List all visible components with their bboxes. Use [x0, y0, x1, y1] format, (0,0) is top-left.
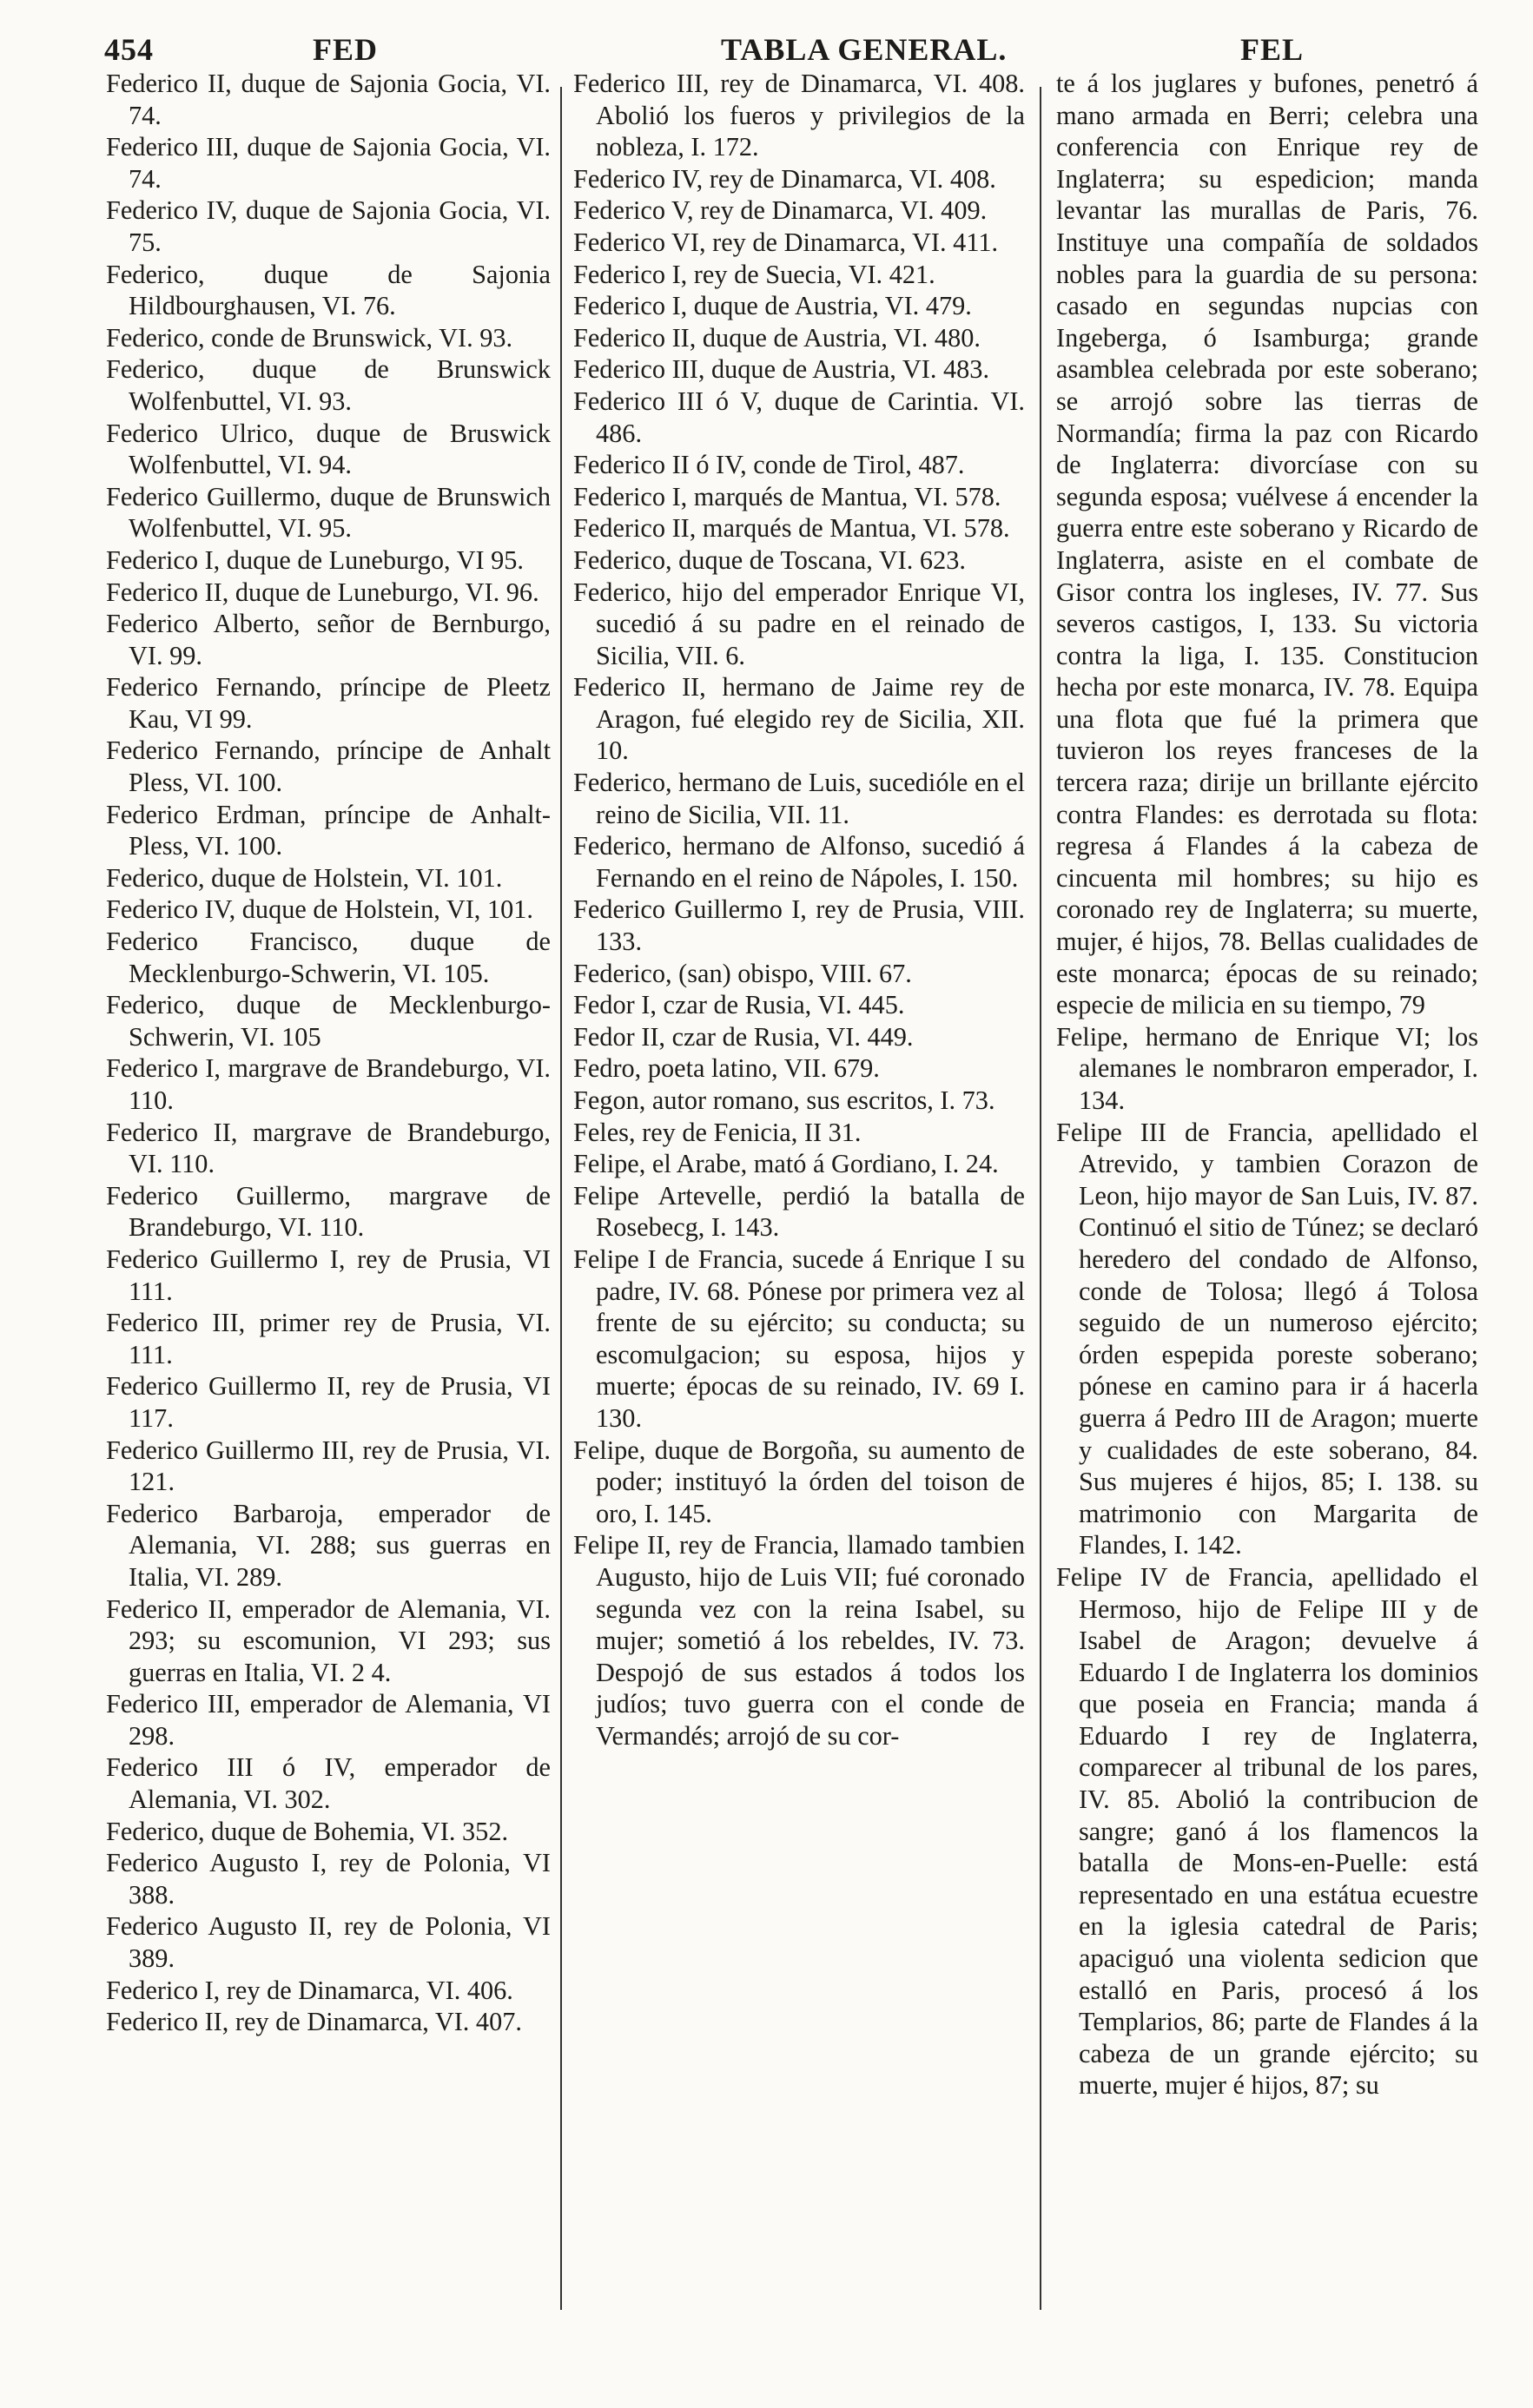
index-entry: Federico I, rey de Dinamarca, VI. 406. — [106, 1975, 513, 2005]
index-entry: Federico, duque de Bohemia, VI. 352. — [106, 1816, 509, 1846]
index-entry: Federico VI, rey de Dinamarca, VI. 411. — [573, 227, 999, 257]
index-entry: Fedro, poeta latino, VII. 679. — [573, 1053, 880, 1084]
index-entry: Federico Guillermo III, rey de Prusia, VI. 121. — [106, 1435, 551, 1497]
index-entry: Federico, duque de Toscana, VI. 623. — [573, 544, 966, 575]
index-entry: Feles, rey de Fenicia, II 31. — [573, 1117, 862, 1147]
index-entry: Federico II, hermano de Jaime rey de Aragon, fué elegido rey de Sicilia, XII. 10. — [573, 672, 1025, 766]
column-rule-right — [1040, 87, 1041, 2310]
index-entry: Federico, duque de Mecklenburgo-Schwerin, VI. 105 — [106, 990, 551, 1052]
index-entry: Felipe III de Francia, apellidado el Atrevido, y tambien Corazon de Leon, hijo mayor de San Luis, IV. 87. Continuó el sitio de Túnez; se declaró heredero del condado de Alfonso, conde de Tolosa; llegó á Tolosa seguido de un numeroso ejército; órden espepida poreste soberano; pónese en camino para ir á hacerla guerra á Pedro III de Aragon; muerte y cualidades de este soberano, 84. Sus mujeres é hijos, 85; I. 138. su matrimonio con Margarita de Flandes, I. 142. — [1056, 1117, 1478, 1560]
index-entry: Fedor I, czar de Rusia, VI. 445. — [573, 990, 905, 1020]
column-rule-left — [560, 87, 562, 2310]
index-entry: Federico III, duque de Sajonia Gocia, VI. 74. — [106, 132, 551, 194]
index-entry: Federico III, emperador de Alemania, VI 298. — [106, 1689, 551, 1751]
index-entry: Federico III ó IV, emperador de Alemania, VI. 302. — [106, 1752, 551, 1815]
index-entry: Federico II, duque de Luneburgo, VI. 96. — [106, 577, 539, 607]
index-entry: Federico Francisco, duque de Mecklenburgo-Schwerin, VI. 105. — [106, 927, 551, 988]
page-number: 454 — [104, 32, 154, 67]
index-entry: Federico II ó IV, conde de Tirol, 487. — [573, 450, 965, 480]
index-entry: Federico I, rey de Suecia, VI. 421. — [573, 259, 935, 289]
index-entry: Federico I, duque de Austria, VI. 479. — [573, 291, 972, 321]
index-entry: Federico, hermano de Alfonso, sucedió á Fernando en el reino de Nápoles, I. 150. — [573, 831, 1025, 893]
index-entry: Federico, (san) obispo, VIII. 67. — [573, 958, 912, 988]
index-entry: Federico Barbaroja, emperador de Alemania, VI. 288; sus guerras en Italia, VI. 289. — [106, 1498, 551, 1592]
index-entry: Federico Augusto I, rey de Polonia, VI 388. — [106, 1848, 551, 1910]
index-entry: Federico Erdman, príncipe de Anhalt-Pless, VI. 100. — [106, 799, 551, 861]
index-entry: te á los juglares y bufones, penetró á mano armada en Berri; celebra una conferencia con Enrique rey de Inglaterra; su espedicion; manda levantar las murallas de Paris, 76. Instituye una compañía de soldados nobles para la guardia de su persona: casado en segundas nupcias con Ingeberga, ó Isamburga; grande asamblea celebrada por este soberano; se arrojó sobre las tierras de Normandía; firma la paz con Ricardo de Inglaterra: divorcíase con su segunda esposa; vuélvese á encender la guerra entre este soberano y Ricardo de Inglaterra, asiste en el combate de Gisor contra los ingleses, IV. 77. Sus severos castigos, I, 133. Su victoria contra la liga, I. 135. Constitucion hecha por este monarca, IV. 78. Equipa una flota que fué la primera que tuvieron los reyes franceses de la tercera raza; dirije un brillante ejército contra Flandes: es derrotada su flota: regresa á Flandes á la cabeza de cincuenta mil hombres; su hijo es coronado rey de Inglaterra; su muerte, mujer, é hijos, 78. Bellas cualidades de este monarca; épocas de su reinado; especie de milicia en su tiempo, 79 — [1056, 69, 1478, 1020]
index-entry: Federico III, rey de Dinamarca, VI. 408. Abolió los fueros y privilegios de la nobleza, I. 172. — [573, 69, 1025, 162]
index-column-2 — [573, 68, 1025, 1752]
index-entry: Federico, duque de Sajonia Hildbourghausen, VI. 76. — [106, 259, 551, 321]
index-entry: Felipe I de Francia, sucede á Enrique I su padre, IV. 68. Pónese por primera vez al frente de su ejército; su conducta; su escomulgacion; su esposa, hijos y muerte; épocas de su reinado, IV. 69 I. 130. — [573, 1244, 1025, 1433]
index-entry: Federico II, margrave de Brandeburgo, VI. 110. — [106, 1117, 551, 1179]
index-entry: Federico IV, duque de Holstein, VI, 101. — [106, 894, 533, 925]
index-entry: Federico Alberto, señor de Bernburgo, VI. 99. — [106, 609, 551, 670]
index-entry: Federico, hermano de Luis, sucedióle en el reino de Sicilia, VII. 11. — [573, 768, 1025, 829]
index-entry: Federico Guillermo, margrave de Brandeburgo, VI. 110. — [106, 1180, 551, 1243]
index-entry: Federico II, duque de Austria, VI. 480. — [573, 322, 981, 353]
index-entry: Federico I, marqués de Mantua, VI. 578. — [573, 481, 1001, 511]
index-entry: Federico IV, rey de Dinamarca, VI. 408. — [573, 163, 996, 194]
index-entry: Federico II, duque de Sajonia Gocia, VI. 74. — [106, 69, 551, 130]
index-entry: Federico Guillermo II, rey de Prusia, VI 117. — [106, 1371, 551, 1433]
index-entry: Federico Fernando, príncipe de Pleetz Kau, VI 99. — [106, 672, 551, 734]
index-entry: Federico, duque de Holstein, VI. 101. — [106, 862, 503, 893]
header-right-guide-word: FEL — [1240, 32, 1305, 67]
index-entry: Felipe, duque de Borgoña, su aumento de poder; instituyó la órden del toison de oro, I. 145. — [573, 1435, 1025, 1528]
index-column-3 — [1056, 68, 1478, 2101]
index-entry: Federico Guillermo I, rey de Prusia, VIII. 133. — [573, 894, 1025, 957]
index-entry: Felipe II, rey de Francia, llamado tambien Augusto, hijo de Luis VII; fué coronado segunda vez con la reina Isabel, su mujer; sometió á los rebeldes, IV. 73. Despojó de sus estados á todos los judíos; tuvo guerra con el conde de Vermandés; arrojó de su cor- — [573, 1530, 1025, 1751]
index-entry: Federico Augusto II, rey de Polonia, VI 389. — [106, 1911, 551, 1974]
index-column-1 — [106, 68, 551, 2038]
index-entry: Federico V, rey de Dinamarca, VI. 409. — [573, 195, 988, 226]
index-entry: Federico III, primer rey de Prusia, VI. 111. — [106, 1308, 551, 1369]
index-entry: Federico II, emperador de Alemania, VI. 293; su escomunion, VI 293; sus guerras en Italia, VI. 2 4. — [106, 1593, 551, 1687]
index-entry: Felipe, hermano de Enrique VI; los alemanes le nombraron emperador, I. 134. — [1056, 1021, 1478, 1115]
index-entry: Federico II, rey de Dinamarca, VI. 407. — [106, 2007, 522, 2037]
index-entry: Federico, hijo del emperador Enrique VI, sucedió á su padre en el reinado de Sicilia, VII. 6. — [573, 577, 1025, 670]
index-entry: Federico Ulrico, duque de Bruswick Wolfenbuttel, VI. 94. — [106, 418, 551, 480]
index-entry: Felipe IV de Francia, apellidado el Hermoso, hijo de Felipe III y de Isabel de Aragon; devuelve á Eduardo I de Inglaterra los dominios que poseia en Francia; manda á Eduardo I rey de Inglaterra, comparecer al tribunal de los pares, IV. 85. Abolió la contribucion de sangre; ganó á los flamencos la batalla de Mons-en-Puelle: está representado en una estátua ecuestre en la iglesia catedral de Paris; apaciguó una violenta sedicion que estalló en Paris, procesó á los Templarios, 86; parte de Flandes á la cabeza de un grande ejército; su muerte, mujer é hijos, 87; su — [1056, 1561, 1478, 2101]
index-entry: Federico, conde de Brunswick, VI. 93. — [106, 322, 513, 353]
index-entry: Federico IV, duque de Sajonia Gocia, VI. 75. — [106, 195, 551, 257]
index-entry: Federico, duque de Brunswick Wolfenbuttel, VI. 93. — [106, 354, 551, 416]
index-entry: Federico I, margrave de Brandeburgo, VI. 110. — [106, 1053, 551, 1115]
header-title: TABLA GENERAL. — [721, 32, 1008, 67]
index-entry: Fegon, autor romano, sus escritos, I. 73. — [573, 1085, 995, 1115]
index-entry: Federico I, duque de Luneburgo, VI 95. — [106, 544, 524, 575]
index-entry: Federico II, marqués de Mantua, VI. 578. — [573, 513, 1010, 544]
index-entry: Felipe Artevelle, perdió la batalla de Rosebecg, I. 143. — [573, 1180, 1025, 1243]
index-entry: Felipe, el Arabe, mató á Gordiano, I. 24. — [573, 1149, 999, 1179]
index-entry: Federico III, duque de Austria, VI. 483. — [573, 354, 990, 385]
index-entry: Federico Guillermo I, rey de Prusia, VI 111. — [106, 1244, 551, 1306]
header-left-guide-word: FED — [313, 32, 378, 67]
index-entry: Fedor II, czar de Rusia, VI. 449. — [573, 1021, 914, 1052]
index-entry: Federico III ó V, duque de Carintia. VI. 486. — [573, 386, 1025, 448]
index-entry: Federico Fernando, príncipe de Anhalt Pless, VI. 100. — [106, 736, 551, 798]
index-entry: Federico Guillermo, duque de Brunswich Wolfenbuttel, VI. 95. — [106, 481, 551, 544]
